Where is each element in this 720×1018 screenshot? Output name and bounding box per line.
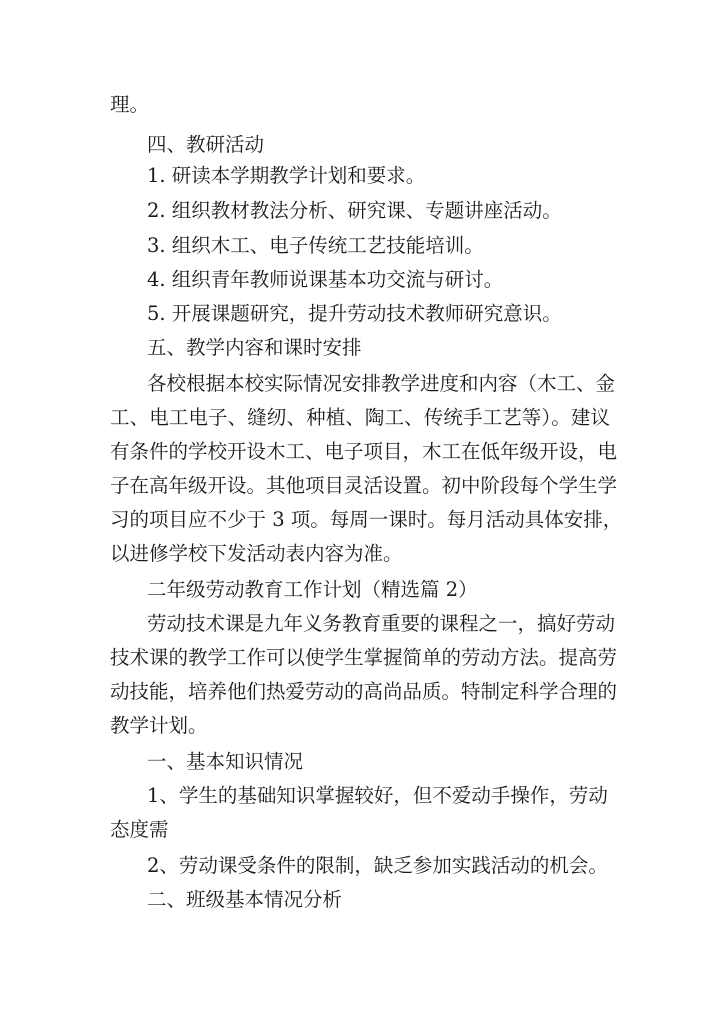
text-line: 习的项目应不少于 3 项。每周一课时。每月活动具体安排，: [110, 508, 623, 531]
text-line: 教学计划。: [110, 714, 208, 737]
text-line: 有条件的学校开设木工、电子项目，木工在低年级开设，电: [110, 440, 618, 463]
text-line: 1、学生的基础知识掌握较好，但不爱动手操作，劳动: [147, 784, 608, 807]
text-line: 以进修学校下发活动表内容为准。: [110, 542, 403, 565]
section-heading: 一、基本知识情况: [147, 750, 304, 773]
section-heading: 四、教研活动: [147, 133, 265, 156]
text-line: 工、电工电子、缝纫、种植、陶工、传统手工艺等）。建议: [110, 406, 610, 429]
text-line: 理。: [110, 93, 150, 116]
list-item: 2. 组织教材教法分析、研究课、专题讲座活动。: [147, 199, 562, 222]
list-item: 1. 研读本学期教学计划和要求。: [147, 164, 426, 187]
text-line: 技术课的教学工作可以使学生掌握简单的劳动方法。提高劳: [110, 646, 618, 669]
text-line: 动技能，培养他们热爱劳动的高尚品质。特制定科学合理的: [110, 680, 618, 703]
text-line: 各校根据本校实际情况安排教学进度和内容（木工、金: [147, 372, 616, 395]
list-item: 3. 组织木工、电子传统工艺技能培训。: [147, 234, 484, 257]
text-line: 子在高年级开设。其他项目灵活设置。初中阶段每个学生学: [110, 474, 618, 497]
section-heading: 五、教学内容和课时安排: [147, 336, 362, 359]
text-line: 劳动技术课是九年义务教育重要的课程之一，搞好劳动: [147, 612, 616, 635]
list-item: 5. 开展课题研究，提升劳动技术教师研究意识。: [147, 302, 562, 325]
list-item: 4. 组织青年教师说课基本功交流与研讨。: [147, 268, 504, 291]
text-line: 态度需: [110, 818, 169, 841]
text-line: 2、劳动课受条件的限制，缺乏参加实践活动的机会。: [147, 854, 608, 877]
article-title: 二年级劳动教育工作计划（精选篇 2）: [147, 578, 478, 601]
section-heading: 二、班级基本情况分析: [147, 888, 343, 911]
